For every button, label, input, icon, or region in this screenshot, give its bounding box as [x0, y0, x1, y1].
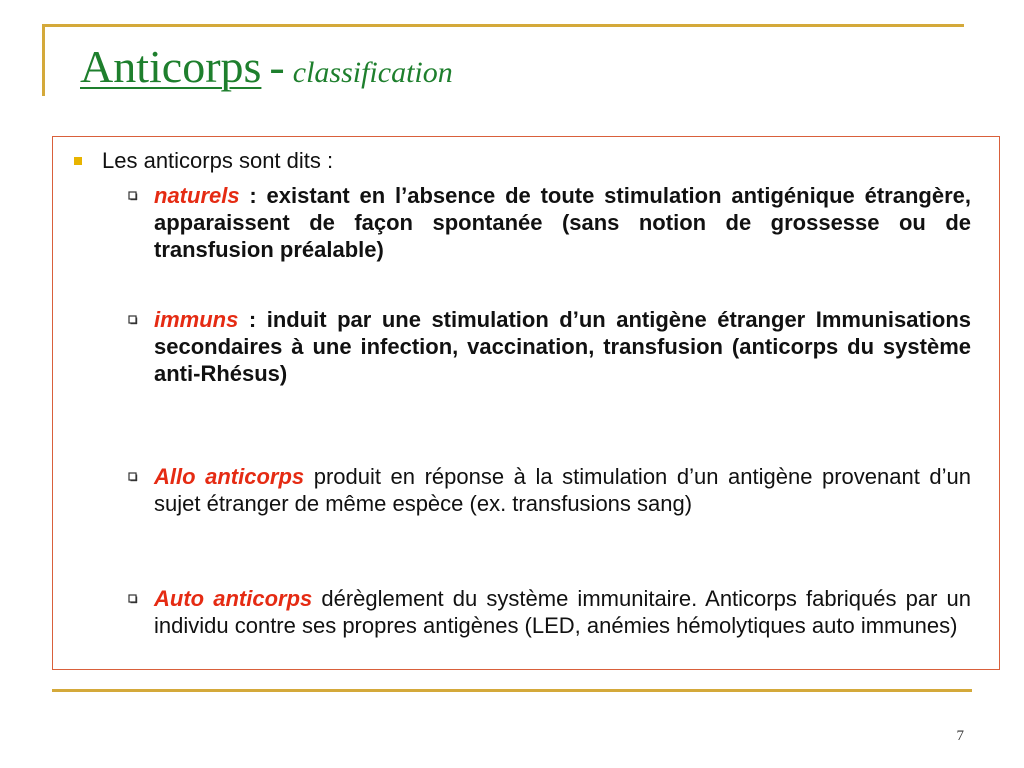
term-description: produit en réponse à la stimulation d’un antigène provenant d’un sujet étranger de même espèce (ex. transfusions sang): [154, 464, 971, 516]
term-description: dérèglement du système immunitaire. Anticorps fabriqués par un individu contre ses propres antigènes (LED, anémies hémolytiques auto immunes): [154, 586, 971, 638]
sub-bullet-immuns: [126, 306, 971, 387]
term-label: naturels: [154, 183, 240, 208]
square-bullet-icon: [74, 157, 82, 165]
title-subtitle: classification: [292, 56, 453, 89]
sub-bullet-text: [154, 182, 971, 263]
slide-frame-bottom-line: [52, 689, 972, 692]
sub-bullet-allo-anticorps: [126, 463, 971, 517]
slide-frame-left-line: [42, 24, 45, 96]
main-bullet-text: Les anticorps sont dits :: [102, 148, 334, 173]
term-label: immuns: [154, 307, 239, 332]
title-separator: -: [269, 41, 285, 92]
sub-bullet-auto-anticorps: [126, 585, 971, 639]
sub-bullet-text: [154, 306, 971, 387]
hollow-square-bullet-icon: [126, 470, 138, 482]
hollow-square-bullet-icon: [126, 189, 138, 201]
slide-frame-top-line: [42, 24, 964, 27]
title-main: Anticorps: [80, 41, 262, 92]
term-description: : existant en l’absence de toute stimulation antigénique étrangère, apparaissent de façon spontanée (sans notion de grossesse ou de transfusion préalable): [154, 183, 971, 262]
hollow-square-bullet-icon: [126, 313, 138, 325]
term-label: Allo anticorps: [154, 464, 305, 489]
hollow-square-bullet-icon: [126, 592, 138, 604]
sub-bullet-text: [154, 585, 971, 639]
term-label: Auto anticorps: [154, 586, 313, 611]
slide-title: [80, 41, 453, 92]
term-description: : induit par une stimulation d’un antigène étranger Immunisations secondaires à une infection, vaccination, transfusion (anticorps du système anti-Rhésus): [154, 307, 971, 386]
main-bullet: [72, 148, 992, 174]
sub-bullet-naturels: [126, 182, 971, 263]
sub-bullet-text: [154, 463, 971, 517]
page-number: 7: [956, 728, 964, 744]
